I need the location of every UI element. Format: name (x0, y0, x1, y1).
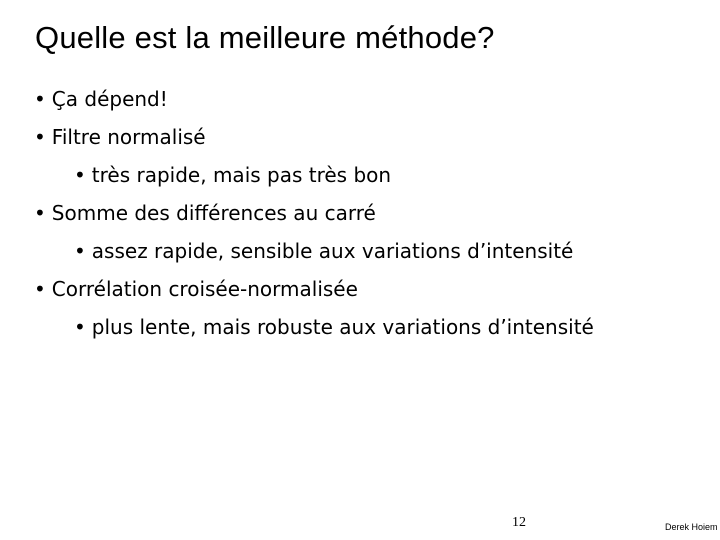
bullet-item (34, 80, 594, 118)
bullet-text: Somme des différences au carré (51, 201, 376, 225)
bullet-list (34, 80, 594, 346)
sub-bullet-item (34, 156, 594, 194)
bullet-dot-icon: • (34, 87, 46, 111)
bullet-item (34, 194, 594, 232)
sub-bullet-text: très rapide, mais pas très bon (91, 163, 392, 187)
bullet-text: Ça dépend! (51, 87, 168, 111)
bullet-dot-icon: • (74, 239, 86, 263)
sub-bullet-text: plus lente, mais robuste aux variations d’intensité (91, 315, 594, 339)
bullet-item (34, 118, 594, 156)
bullet-dot-icon: • (34, 125, 46, 149)
page-number: 12 (512, 515, 526, 530)
sub-bullet-text: assez rapide, sensible aux variations d’intensité (91, 239, 574, 263)
bullet-dot-icon: • (74, 315, 86, 339)
bullet-dot-icon: • (34, 201, 46, 225)
sub-bullet-item (34, 232, 594, 270)
bullet-dot-icon: • (74, 163, 86, 187)
bullet-text: Filtre normalisé (51, 125, 206, 149)
slide-title: Quelle est la meilleure méthode? (35, 20, 495, 55)
bullet-dot-icon: • (34, 277, 46, 301)
sub-bullet-item (34, 308, 594, 346)
bullet-item (34, 270, 594, 308)
author-credit: Derek Hoiem (665, 522, 718, 532)
bullet-text: Corrélation croisée-normalisée (51, 277, 358, 301)
